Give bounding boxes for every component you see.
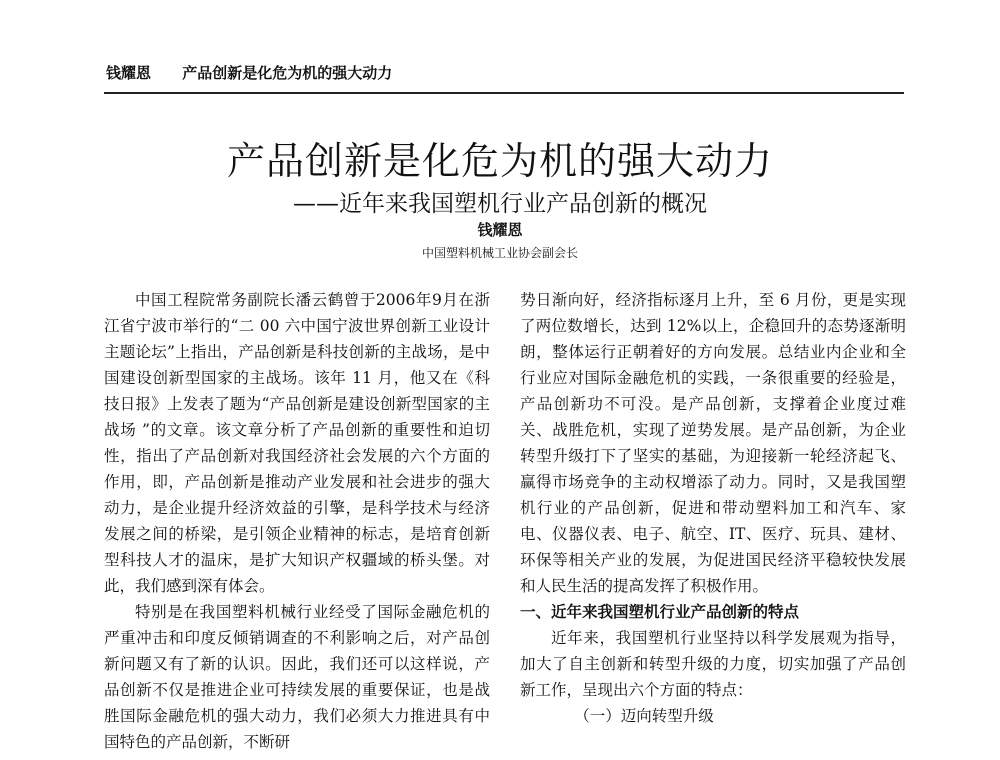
section-heading: 一、近年来我国塑机行业产品创新的特点 xyxy=(520,603,800,621)
running-header xyxy=(106,62,392,83)
paragraph: 势日渐向好，经济指标逐月上升，至 6 月份，更是实现了两位数增长，达到 12%以上，企稳回升的态势逐渐明朗，整体运行正朝着好的方向发展。总结业内企业和全行业应对国际金融危机的实践，一条很重要的经验是，产品创新功不可没。是产品创新，支撑着企业度过难关、战胜危机，实现了逆势发展。是产品创新，为企业转型升级打下了坚实的基础，为迎接新一轮经济起飞、赢得市场竞争的主动权增添了动力。同时，又是我国塑机行业的产品创新，促进和带动塑料加工和汽车、家电、仪器仪表、电子、航空、IT、医疗、玩具、建材、环保等相关产业的发展，为促进国民经济平稳较快发展和人民生活的提高发挥了积极作用。 xyxy=(520,291,906,595)
left-column xyxy=(104,287,490,755)
paragraph: 特别是在我国塑料机械行业经受了国际金融危机的严重冲击和印度反倾销调查的不利影响之后，对产品创新问题又有了新的认识。因此，我们还可以这样说，产品创新不仅是推进企业可持续发展的重要保证，也是战胜国际金融危机的强大动力，我们必须大力推进具有中国特色的产品创新，不断研 xyxy=(104,603,490,751)
header-rule xyxy=(104,92,904,94)
article-title: 产品创新是化危为机的强大动力 xyxy=(226,139,773,183)
running-header-title: 产品创新是化危为机的强大动力 xyxy=(182,64,393,82)
sub-heading: （一）迈向转型升级 xyxy=(574,707,714,725)
paragraph: 近年来，我国塑机行业坚持以科学发展观为指导，加大了自主创新和转型升级的力度，切实加强了产品创新工作，呈现出六个方面的特点： xyxy=(520,629,906,699)
right-column xyxy=(520,287,906,729)
article-author: 钱耀恩 xyxy=(477,221,523,239)
running-header-author: 钱耀恩 xyxy=(106,64,152,82)
article-subtitle: ——近年来我国塑机行业产品创新的概况 xyxy=(293,191,707,217)
author-affiliation: 中国塑料机械工业协会副会长 xyxy=(421,246,578,260)
paragraph: 中国工程院常务副院长潘云鹤曾于2006年9月在浙江省宁波市举行的“二 00 六中国宁波世界创新工业设计主题论坛”上指出，产品创新是科技创新的主战场，是中国建设创新型国家的主战场。该年 11 月，他又在《科技日报》上发表了题为“产品创新是建设创新型国家的主战场 ”的文章。该文章分析了产品创新的重要性和迫切性，指出了产品创新对我国经济社会发展的六个方面的作用，即，产品创新是推动产业发展和社会进步的强大动力，是企业提升经济效益的引擎，是科学技术与经济发展之间的桥梁，是引领企业精神的标志，是培育创新型科技人才的温床，是扩大知识产权疆域的桥头堡。对此，我们感到深有体会。 xyxy=(104,291,490,595)
